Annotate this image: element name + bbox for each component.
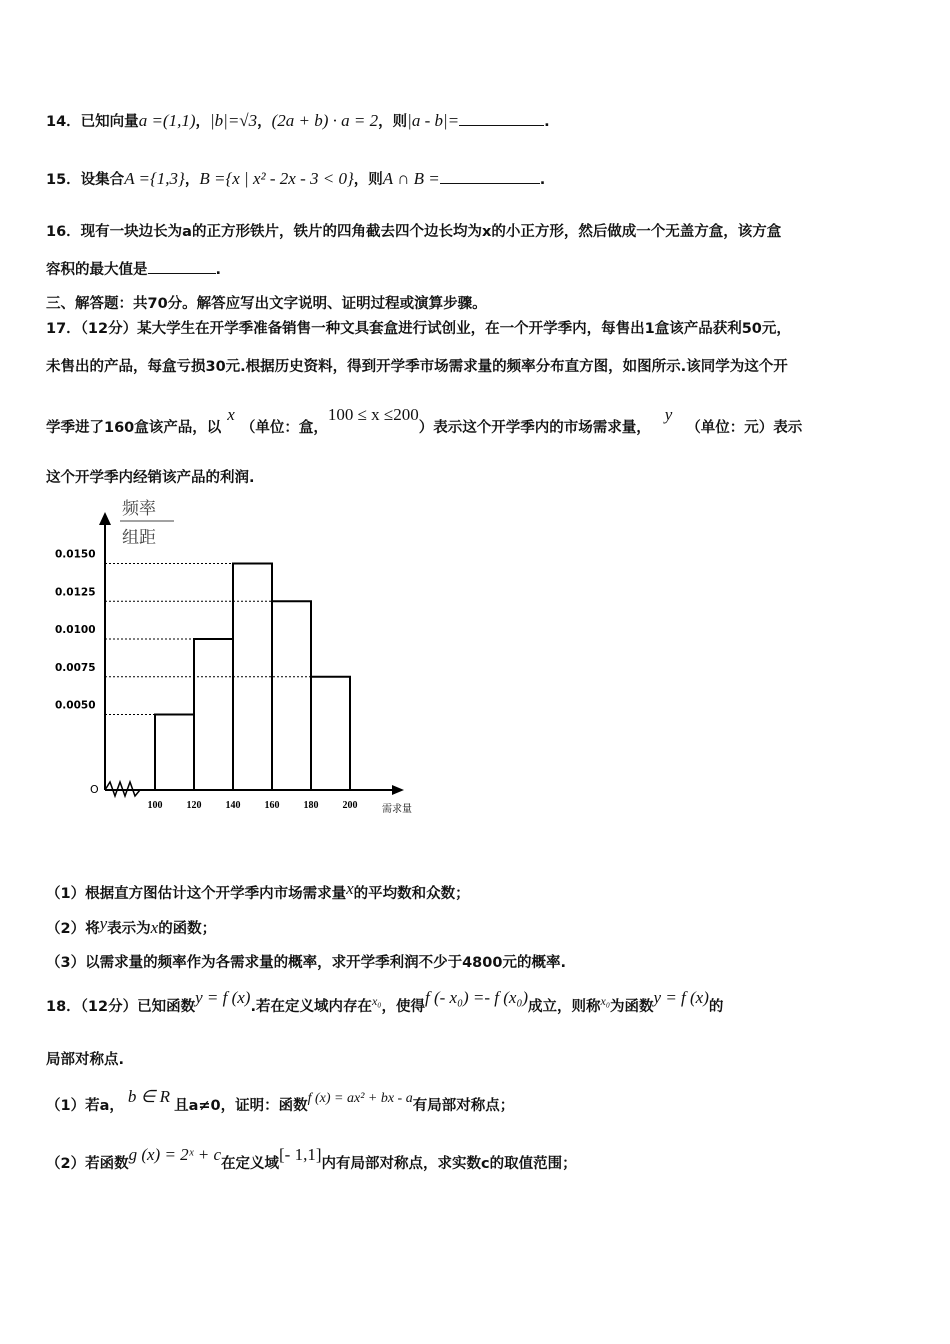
x-tick-label: 100 bbox=[147, 800, 163, 811]
math: [- 1,1] bbox=[279, 1145, 322, 1164]
question-16-line2 bbox=[46, 258, 221, 279]
text: （1）根据直方图估计这个开学季内市场需求量 bbox=[46, 886, 347, 902]
y-axis-arrow bbox=[99, 512, 111, 525]
math: x₀ bbox=[600, 994, 611, 1008]
q18-sub2 bbox=[46, 1145, 577, 1173]
math: y bbox=[664, 405, 673, 424]
origin-label: O bbox=[90, 783, 99, 796]
histogram-bar bbox=[155, 715, 194, 791]
question-17-line3 bbox=[46, 405, 803, 437]
q17-sub3: （3）以需求量的频率作为各需求量的概率，求开学季利润不少于4800元的概率. bbox=[46, 955, 566, 971]
question-16-line1: 16．现有一块边长为a的正方形铁片，铁片的四角截去四个边长均为x的小正方形，然后做成一个无盖方盒，该方盒 bbox=[46, 224, 782, 240]
text: ，使得 bbox=[381, 999, 425, 1015]
math: g (x) = 2ˣ + c bbox=[128, 1145, 221, 1164]
x-tick-label: 180 bbox=[303, 800, 319, 811]
sep: . bbox=[544, 114, 550, 130]
y-label-numerator: 频率 bbox=[122, 499, 156, 519]
sep: . bbox=[539, 172, 546, 188]
text: ）表示这个开学季内的市场需求量， bbox=[418, 420, 651, 436]
x-tick-label: 120 bbox=[186, 800, 202, 811]
text: 表示为 bbox=[107, 921, 151, 937]
text: 学季进了160盒该产品，以 bbox=[46, 420, 222, 436]
math: a =(1,1) bbox=[138, 111, 196, 130]
x-axis-arrow bbox=[392, 785, 404, 795]
y-tick-label: 0.0150 bbox=[55, 548, 96, 561]
question-17-line4: 这个开学季内经销该产品的利润. bbox=[46, 470, 255, 486]
sep: ， bbox=[257, 114, 272, 130]
text: 的函数； bbox=[158, 921, 217, 937]
y-label-denominator: 组距 bbox=[122, 528, 156, 548]
y-tick-label: 0.0050 bbox=[55, 699, 96, 712]
math: |b|=√3 bbox=[209, 111, 258, 130]
math: A ={1,3} bbox=[124, 169, 185, 188]
math: y = f (x) bbox=[653, 988, 709, 1007]
sep: ，则 bbox=[378, 114, 408, 130]
histogram-bar bbox=[194, 639, 233, 790]
answer-blank bbox=[148, 259, 216, 274]
text: （2）若函数 bbox=[46, 1156, 129, 1172]
question-17-line1: 17．（12分）某大学生在开学季准备销售一种文具套盒进行试创业，在一个开学季内，每售出1盒该产品获利50元， bbox=[46, 321, 791, 337]
q15-text: 15．设集合 bbox=[46, 172, 125, 188]
math: A ∩ B = bbox=[382, 169, 440, 188]
y-tick-label: 0.0075 bbox=[55, 661, 96, 674]
text: .若在定义域内存在 bbox=[250, 999, 372, 1015]
text: 的平均数和众数； bbox=[353, 886, 470, 902]
text: （1）若a， bbox=[46, 1098, 124, 1114]
q17-sub1 bbox=[46, 879, 470, 903]
math: y = f (x) bbox=[195, 988, 251, 1007]
question-18-line1 bbox=[46, 988, 724, 1016]
sep: ，则 bbox=[353, 172, 383, 188]
text: （单位：元）表示 bbox=[686, 420, 803, 436]
math: |a - b|= bbox=[407, 111, 460, 130]
q14-text: 14．已知向量 bbox=[46, 114, 139, 130]
math: (2a + b) · a = 2 bbox=[271, 111, 379, 130]
q17-sub2 bbox=[46, 914, 217, 938]
histogram-bar bbox=[272, 601, 311, 790]
text: 18．（12分）已知函数 bbox=[46, 999, 196, 1015]
question-15 bbox=[46, 168, 545, 189]
text: 成立，则称 bbox=[528, 999, 601, 1015]
histogram-chart bbox=[40, 490, 440, 820]
math: x₀ bbox=[371, 994, 382, 1008]
text: 且a≠0，证明：函数 bbox=[174, 1098, 308, 1114]
sep: ， bbox=[195, 114, 210, 130]
math: y bbox=[99, 914, 108, 933]
x-tick-label: 200 bbox=[342, 800, 358, 811]
question-17-line2: 未售出的产品，每盒亏损30元.根据历史资料，得到开学季市场需求量的频率分布直方图，如图所示.该同学为这个开 bbox=[46, 359, 788, 375]
text: 在定义域 bbox=[221, 1156, 279, 1172]
q16-text: 容积的最大值是 bbox=[46, 262, 148, 278]
math: f (x) = ax² + bx - a bbox=[307, 1091, 413, 1106]
sep: . bbox=[215, 262, 222, 278]
math: f (- x₀) =- f (x₀) bbox=[424, 988, 529, 1007]
math: x bbox=[346, 879, 354, 898]
y-tick-label: 0.0100 bbox=[55, 624, 96, 636]
answer-blank bbox=[440, 169, 540, 184]
text: 为函数 bbox=[610, 999, 654, 1015]
text: （2）将 bbox=[46, 921, 100, 937]
section-heading: 三、解答题：共70分。解答应写出文字说明、证明过程或演算步骤。 bbox=[46, 296, 487, 312]
question-18-line2: 局部对称点. bbox=[46, 1052, 125, 1068]
x-axis-label: 需求量 bbox=[382, 804, 412, 815]
math: x bbox=[227, 405, 235, 424]
x-tick-label: 160 bbox=[264, 800, 280, 811]
math: B ={x | x² - 2x - 3 < 0} bbox=[199, 169, 354, 188]
y-tick-label: 0.0125 bbox=[55, 586, 96, 599]
answer-blank bbox=[459, 111, 544, 126]
math: b ∈ R bbox=[127, 1087, 171, 1106]
text: （单位：盒， bbox=[240, 420, 328, 436]
question-14 bbox=[46, 110, 550, 131]
text: 内有局部对称点，求实数c的取值范围； bbox=[321, 1156, 577, 1172]
text: 有局部对称点； bbox=[412, 1098, 515, 1114]
histogram-bar bbox=[311, 677, 350, 790]
q18-sub1 bbox=[46, 1087, 515, 1115]
math: x bbox=[150, 918, 159, 937]
x-tick-label: 140 bbox=[225, 800, 241, 811]
sep: ， bbox=[184, 172, 200, 188]
text: 的 bbox=[708, 999, 724, 1015]
math: 100 ≤ x ≤200 bbox=[327, 405, 419, 424]
